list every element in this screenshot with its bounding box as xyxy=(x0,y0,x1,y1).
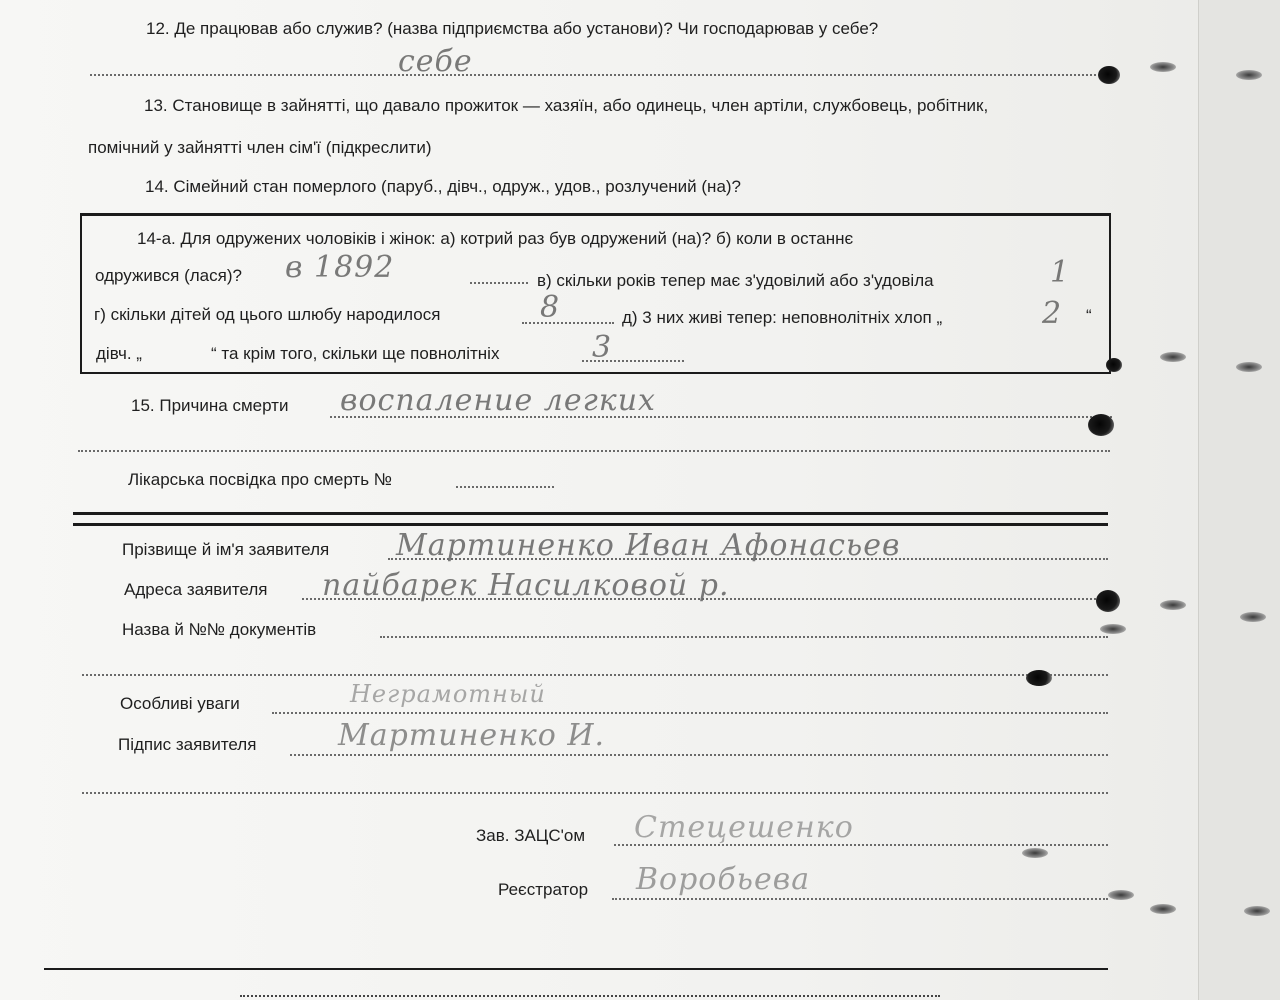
q12-label: 12. Де працював або служив? (назва підприємства або установи)? Чи господарював у себе? xyxy=(146,19,879,38)
page-damage xyxy=(1100,624,1126,634)
binder-hole xyxy=(1026,670,1052,686)
applicant-notes-label: Особливі уваги xyxy=(120,694,240,713)
adjacent-page-edge xyxy=(1198,0,1280,1000)
applicant-address-line xyxy=(302,598,1108,600)
applicant-name-line xyxy=(388,558,1108,560)
applicant-address-label: Адреса заявителя xyxy=(124,580,268,599)
q14a-married-label: одружився (лася)? xyxy=(95,266,242,285)
page-damage xyxy=(1236,362,1262,372)
applicant-docs-line xyxy=(380,636,1108,638)
binder-hole xyxy=(1098,66,1120,84)
page-damage xyxy=(1108,890,1134,900)
q13-label-line2: помічний у зайнятті член сім'ї (підкреслити) xyxy=(88,138,432,157)
q12-answer: себе xyxy=(398,44,473,79)
registrar-signature: Воробьева xyxy=(636,862,811,897)
q14a-married-year: в 1892 xyxy=(285,250,395,285)
page-damage xyxy=(1150,62,1176,72)
q14a-children-dots xyxy=(522,322,614,324)
applicant-signature-label: Підпис заявителя xyxy=(118,735,257,754)
q14a-adults-dots xyxy=(582,360,684,362)
q14a-widowed-label: в) скільки років тепер має з'удовілий або з'удовіла xyxy=(537,271,934,290)
q15-answer-line xyxy=(330,416,1112,418)
q14a-alive-label: д) 3 них живі тепер: неповнолітніх хлоп „ xyxy=(622,308,943,327)
q14a-children-born: 8 xyxy=(540,290,561,325)
q14a-girls-label: дівч. „ xyxy=(96,344,142,363)
applicant-name-value: Мартиненко Иван Афонасьев xyxy=(396,528,901,563)
applicant-name-label: Прізвище й ім'я заявителя xyxy=(122,540,330,559)
page-damage xyxy=(1150,904,1176,914)
page-damage xyxy=(1240,612,1266,622)
separator-top xyxy=(73,512,1108,515)
binder-hole xyxy=(1096,590,1120,612)
applicant-signature-line xyxy=(290,754,1108,756)
q14a-line1: 14-а. Для одружених чоловіків і жінок: а) котрий раз був одружений (на)? б) коли в останнє xyxy=(137,229,854,248)
next-page-edge xyxy=(240,995,940,997)
binder-hole xyxy=(1088,414,1114,436)
separator-bottom xyxy=(73,523,1108,526)
applicant-extra-line xyxy=(82,792,1108,794)
applicant-notes-value: Неграмотный xyxy=(350,680,546,708)
medical-label: Лікарська посвідка про смерть № xyxy=(128,470,393,489)
head-label: Зав. ЗАЦС'ом xyxy=(476,826,586,845)
q14a-adults: 3 xyxy=(592,330,613,365)
registrar-signature-line xyxy=(612,898,1108,900)
q15-answer: воспаление легких xyxy=(340,383,656,418)
q14a-quote-close: “ xyxy=(1086,306,1092,325)
page-damage xyxy=(1244,906,1270,916)
q15-extra-line xyxy=(78,450,1110,452)
applicant-signature-value: Мартиненко И. xyxy=(338,718,606,753)
q14a-children-label: г) скільки дітей од цього шлюбу народилося xyxy=(94,305,441,324)
q14-label: 14. Сімейний стан померлого (паруб., дівч., одруж., удов., розлучений (на)? xyxy=(145,177,742,196)
q14a-widowed-years: 1 xyxy=(1050,255,1071,290)
applicant-address-value: пайбарек Насилковой р. xyxy=(322,568,730,603)
q14a-adults-label: “ та крім того, скільки ще повнолітніх xyxy=(211,344,500,363)
applicant-notes-line xyxy=(272,712,1108,714)
page-damage xyxy=(1022,848,1048,858)
head-signature: Стецешенко xyxy=(634,810,854,845)
bottom-rule xyxy=(44,968,1108,970)
q14a-married-dots xyxy=(470,282,528,284)
page-damage xyxy=(1236,70,1262,80)
binder-hole xyxy=(1106,358,1122,372)
medical-number-line xyxy=(456,486,554,488)
page-damage xyxy=(1160,600,1186,610)
applicant-docs-extra-line xyxy=(82,674,1108,676)
applicant-docs-label: Назва й №№ документів xyxy=(122,620,317,639)
registrar-label: Реєстратор xyxy=(498,880,589,899)
page-damage xyxy=(1160,352,1186,362)
q14a-minor-boys: 2 xyxy=(1042,296,1063,331)
q15-label: 15. Причина смерти xyxy=(131,396,289,415)
q13-label-line1: 13. Становище в зайнятті, що давало прожиток — хазяїн, або одинець, член артіли, службовець, робітник, xyxy=(144,96,989,115)
q12-answer-line xyxy=(90,74,1112,76)
head-signature-line xyxy=(614,844,1108,846)
